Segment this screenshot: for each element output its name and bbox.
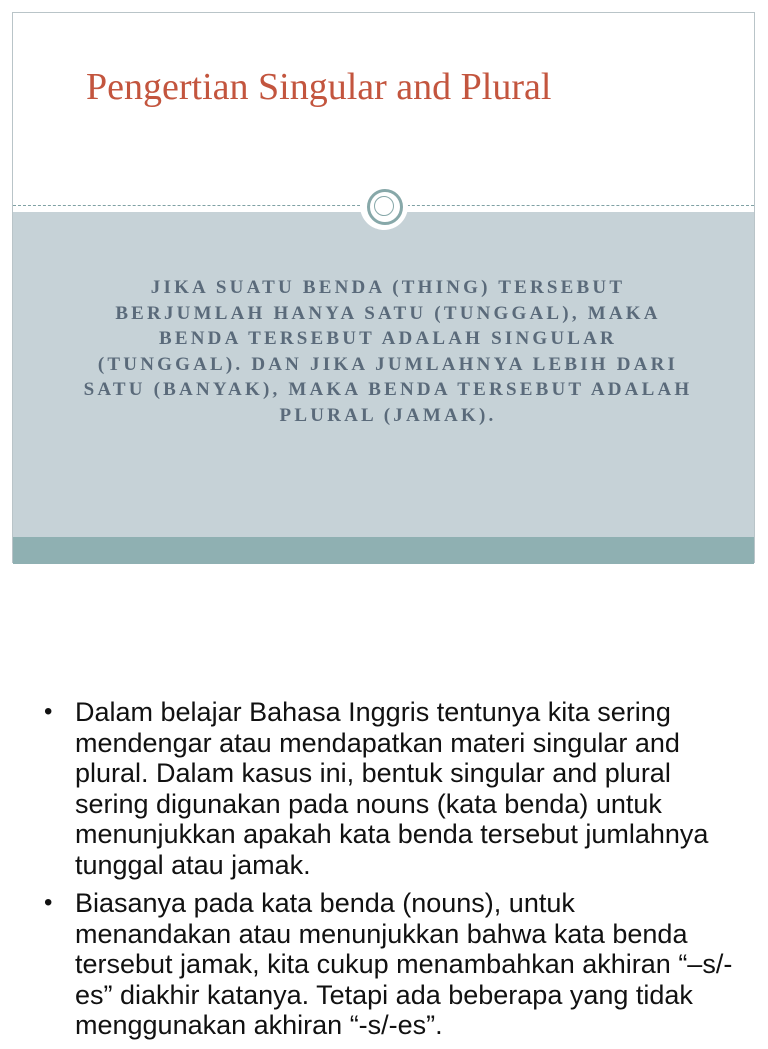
bullet-item-1 (44, 697, 734, 880)
bullet-item-2 (44, 888, 734, 1041)
bullet-text-2: Biasanya pada kata benda (nouns), untuk menandakan atau menunjukkan bahwa kata benda tersebut jamak, kita cukup menambahkan akhiran “–s/-es” diakhir katanya. Tetapi ada beberapa yang tidak menggunakan akhiran “-s/-es”. (75, 888, 733, 1040)
bullet-dot-icon: • (44, 889, 53, 916)
slide-subtitle: JIKA SUATU BENDA (THING) TERSEBUT BERJUMLAH HANYA SATU (TUNGGAL), MAKA BENDA TERSEBUT ADALAH SINGULAR (TUNGGAL). DAN JIKA JUMLAHNYA LEBIH DARI SATU (BANYAK), MAKA BENDA TERSEBUT ADALAH PLURAL (JAMAK). (83, 277, 693, 426)
content-slide (0, 575, 768, 1040)
bullet-list (44, 697, 734, 1049)
circle-ornament-icon (360, 182, 408, 230)
title-slide (12, 12, 755, 563)
bullet-text-1: Dalam belajar Bahasa Inggris tentunya kita sering mendengar atau mendapatkan materi singular and plural. Dalam kasus ini, bentuk singular and plural sering digunakan pada nouns (kata benda) untuk menunjukkan apakah kata benda tersebut jumlahnya tunggal atau jamak. (75, 697, 709, 880)
bullet-dot-icon: • (44, 698, 53, 725)
footer-band (13, 537, 754, 564)
ornament-ring (367, 189, 403, 225)
slide-title: Pengertian Singular and Plural (86, 66, 552, 108)
ornament-inner-ring (374, 196, 394, 216)
